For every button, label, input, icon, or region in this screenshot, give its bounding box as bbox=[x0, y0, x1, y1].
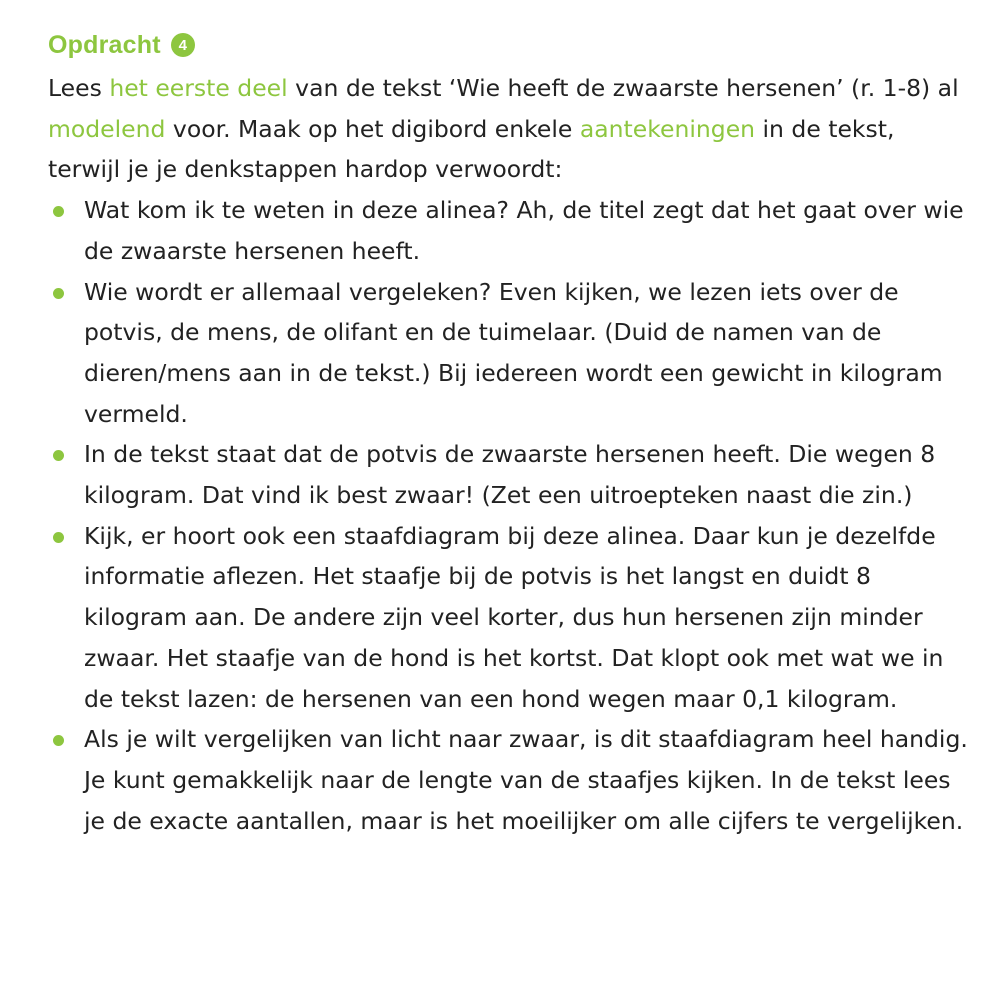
list-item bbox=[48, 272, 968, 435]
intro-paragraph bbox=[48, 68, 968, 190]
list-item-text: Kijk, er hoort ook een staafdiagram bij deze alinea. Daar kun je dezelfde informatie aflezen. Het staafje bij de potvis is het langst en duidt 8 kilogram aan. De andere zijn veel korter, dus hun hersenen zijn minder zwaar. Het staafje van de hond is het kortst. Dat klopt ook met wat we in de tekst lazen: de hersenen van een hond wegen maar 0,1 kilogram. bbox=[84, 521, 944, 713]
intro-text-3: voor. Maak op het digibord enkele bbox=[165, 114, 580, 143]
list-item bbox=[48, 719, 968, 841]
intro-text-4: in de tekst, terwijl je je denkstappen hardop verwoordt: bbox=[48, 114, 895, 184]
assignment-heading bbox=[48, 22, 968, 68]
green-dot-icon bbox=[53, 206, 64, 217]
green-dot-icon bbox=[53, 450, 64, 461]
highlight-aantekeningen: aantekeningen bbox=[579, 114, 756, 143]
list-item-text: Wie wordt er allemaal vergeleken? Even kijken, we lezen iets over de potvis, de mens, de olifant en de tuimelaar. (Duid de namen van de dieren/mens aan in de tekst.) Bij iedereen wordt een gewicht in kilogram vermeld. bbox=[84, 277, 943, 428]
assignment-page bbox=[48, 22, 968, 841]
list-item bbox=[48, 516, 968, 720]
green-dot-icon bbox=[53, 735, 64, 746]
list-item-text: Wat kom ik te weten in deze alinea? Ah, de titel zegt dat het gaat over wie de zwaarste hersenen heeft. bbox=[84, 196, 964, 265]
assignment-title: Opdracht bbox=[48, 30, 161, 59]
list-item bbox=[48, 190, 968, 271]
list-item bbox=[48, 434, 968, 515]
green-dot-icon bbox=[53, 288, 64, 299]
list-item-text: Als je wilt vergelijken van licht naar zwaar, is dit staafdiagram heel handig. Je kunt gemakkelijk naar de lengte van de staafjes kijken. In de tekst lees je de exacte aantallen, maar is het moeilijker om alle cijfers te vergelijken. bbox=[84, 725, 968, 835]
list-item-text: In de tekst staat dat de potvis de zwaarste hersenen heeft. Die wegen 8 kilogram. Dat vind ik best zwaar! (Zet een uitroepteken naast die zin.) bbox=[84, 440, 936, 510]
number-circle-icon: 4 bbox=[171, 33, 195, 57]
green-dot-icon bbox=[53, 532, 64, 543]
highlight-eerste-deel: het eerste deel bbox=[109, 74, 288, 102]
intro-text-1: Lees bbox=[48, 74, 110, 102]
intro-text-2: van de tekst ‘Wie heeft de zwaarste hersenen’ (r. 1-8) al bbox=[287, 74, 959, 102]
highlight-modelend: modelend bbox=[48, 114, 166, 143]
bullet-list bbox=[48, 190, 968, 841]
